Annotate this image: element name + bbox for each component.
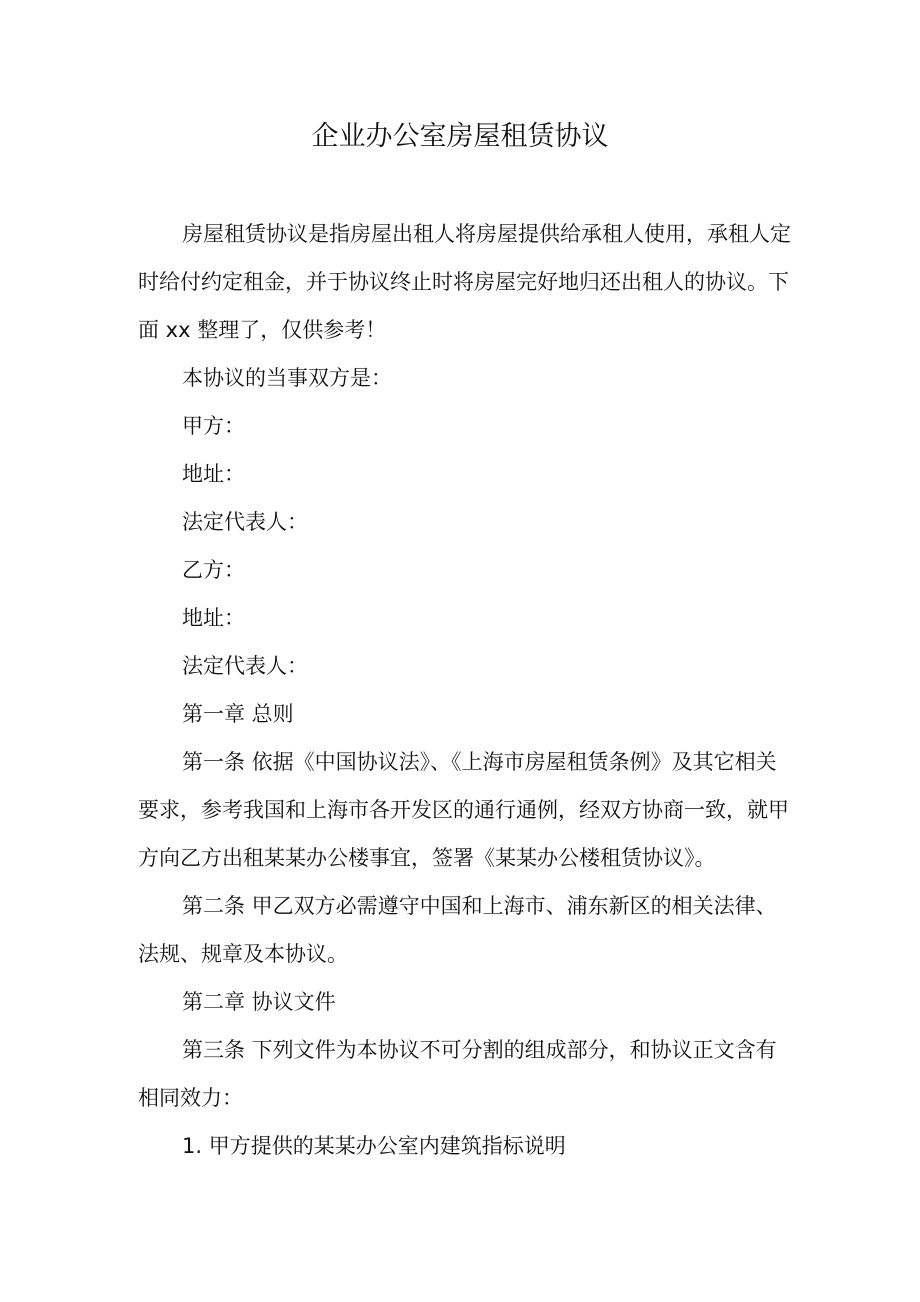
chapter-1-heading: 第一章 总则 [182, 702, 294, 726]
party-b-label: 乙方： [182, 558, 245, 582]
document-body [138, 210, 793, 1170]
party-a-label: 甲方： [182, 414, 245, 438]
list-item-1: 1. 甲方提供的某某办公室内建筑指标说明 [182, 1134, 566, 1158]
intro-paragraph: 房屋租赁协议是指房屋出租人将房屋提供给承租人使用，承租人定时给付约定租金，并于协议终止时将房屋完好地归还出租人的协议。下面 xx 整理了，仅供参考！ [138, 222, 791, 342]
party-a-representative-label: 法定代表人： [182, 510, 308, 534]
chapter-2-heading: 第二章 协议文件 [182, 990, 336, 1014]
article-3-paragraph: 第三条 下列文件为本协议不可分割的组成部分，和协议正文含有相同效力： [138, 1038, 777, 1110]
party-b-representative-label: 法定代表人： [182, 654, 308, 678]
parties-heading: 本协议的当事双方是： [182, 366, 392, 390]
document-title: 企业办公室房屋租赁协议 [311, 121, 609, 152]
party-b-address-label: 地址： [182, 606, 245, 630]
article-1-paragraph: 第一条 依据《中国协议法》、《上海市房屋租赁条例》及其它相关要求，参考我国和上海市各开发区的通行通例，经双方协商一致，就甲方向乙方出租某某办公楼事宜，签署《某某办公楼租赁协议》。 [138, 750, 789, 870]
article-2-paragraph: 第二条 甲乙双方必需遵守中国和上海市、浦东新区的相关法律、法规、规章及本协议。 [138, 894, 777, 966]
party-a-address-label: 地址： [182, 462, 245, 486]
